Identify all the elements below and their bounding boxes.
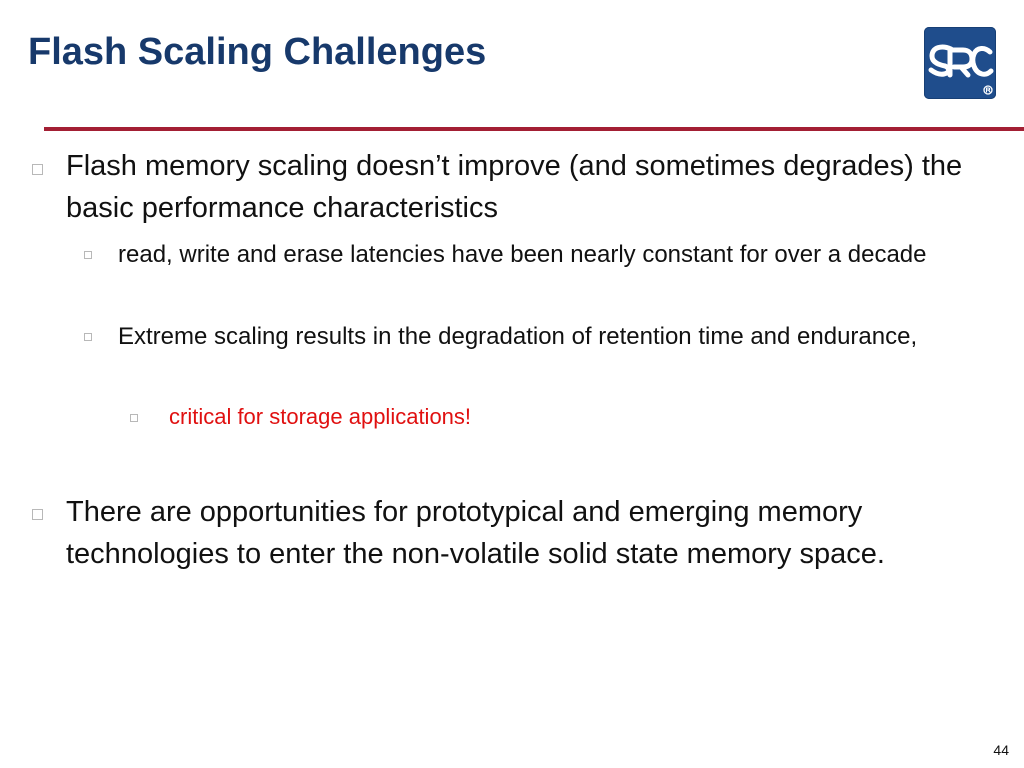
src-logo bbox=[924, 27, 996, 99]
title-divider bbox=[44, 127, 1024, 131]
page-number: 44 bbox=[993, 742, 1009, 758]
bullet-flash-memory-scaling: Flash memory scaling doesn’t improve (and sometimes degrades) the basic performance characteristics bbox=[66, 150, 963, 224]
bullet-marker-icon bbox=[32, 509, 43, 520]
slide-title: Flash Scaling Challenges bbox=[28, 31, 487, 73]
bullet-marker-icon bbox=[130, 414, 138, 422]
bullet-emerging-memory: There are opportunities for prototypical and emerging memory technologies to enter the non-volatile solid state memory space. bbox=[66, 496, 885, 570]
bullet-latencies: read, write and erase latencies have been nearly constant for over a decade bbox=[118, 241, 927, 268]
bullet-marker-icon bbox=[84, 333, 92, 341]
bullet-extreme-scaling: Extreme scaling results in the degradation of retention time and endurance, bbox=[118, 323, 918, 350]
bullet-critical-storage: critical for storage applications! bbox=[169, 404, 472, 429]
bullet-marker-icon bbox=[32, 164, 43, 175]
bullet-marker-icon bbox=[84, 251, 92, 259]
